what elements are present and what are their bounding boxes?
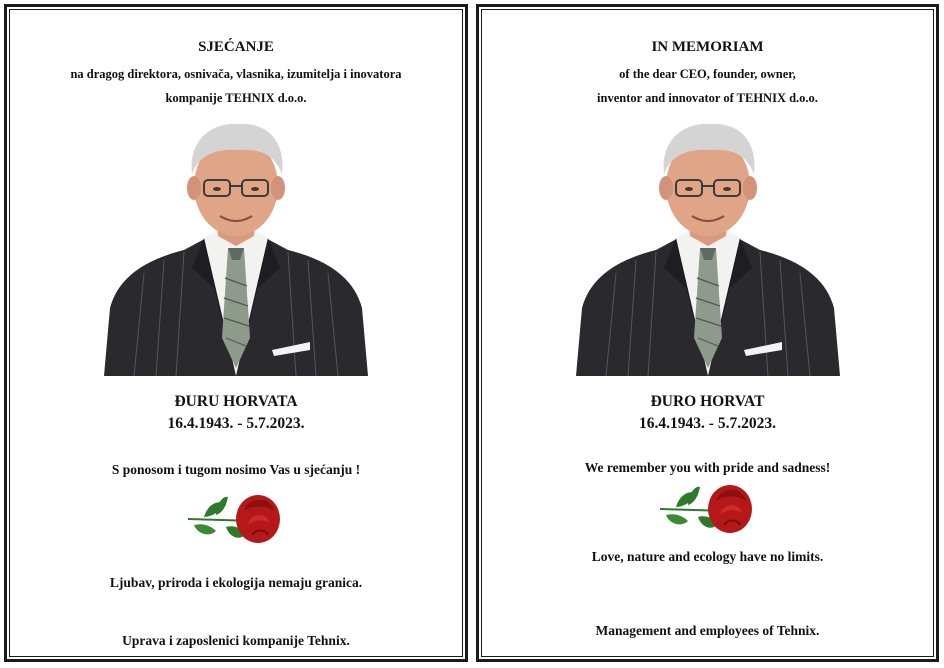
- memorial-card-croatian: [4, 4, 468, 662]
- remembrance-message: S ponosom i tugom nosimo Vas u sjećanju !: [111, 462, 361, 477]
- card-heading: IN MEMORIAM: [651, 39, 764, 55]
- portrait-photo: [576, 118, 840, 376]
- life-dates: 16.4.1943. - 5.7.2023.: [167, 415, 305, 432]
- card-subtitle-line1: na dragog direktora, osnivača, vlasnika, izumitelja i inovatora: [70, 67, 402, 81]
- red-rose-icon: [186, 489, 286, 551]
- deceased-name: ĐURO HORVAT: [650, 393, 765, 410]
- signature-text: Management and employees of Tehnix.: [595, 623, 820, 638]
- memorial-card-english: [476, 4, 939, 662]
- life-dates: 16.4.1943. - 5.7.2023.: [639, 415, 776, 432]
- portrait-photo: [104, 118, 368, 376]
- card-subtitle-line2: kompanije TEHNIX d.o.o.: [165, 91, 307, 105]
- motto-text: Ljubav, priroda i ekologija nemaju granica.: [109, 575, 363, 590]
- card-heading: SJEĆANJE: [198, 39, 274, 55]
- red-rose-icon: [658, 479, 758, 541]
- card-subtitle-line1: of the dear CEO, founder, owner,: [619, 67, 796, 81]
- card-subtitle-line2: inventor and innovator of TEHNIX d.o.o.: [597, 91, 818, 105]
- deceased-name: ĐURU HORVATA: [174, 393, 298, 410]
- remembrance-message: We remember you with pride and sadness!: [584, 460, 831, 475]
- signature-text: Uprava i zaposlenici kompanije Tehnix.: [122, 633, 350, 648]
- motto-text: Love, nature and ecology have no limits.: [591, 549, 824, 564]
